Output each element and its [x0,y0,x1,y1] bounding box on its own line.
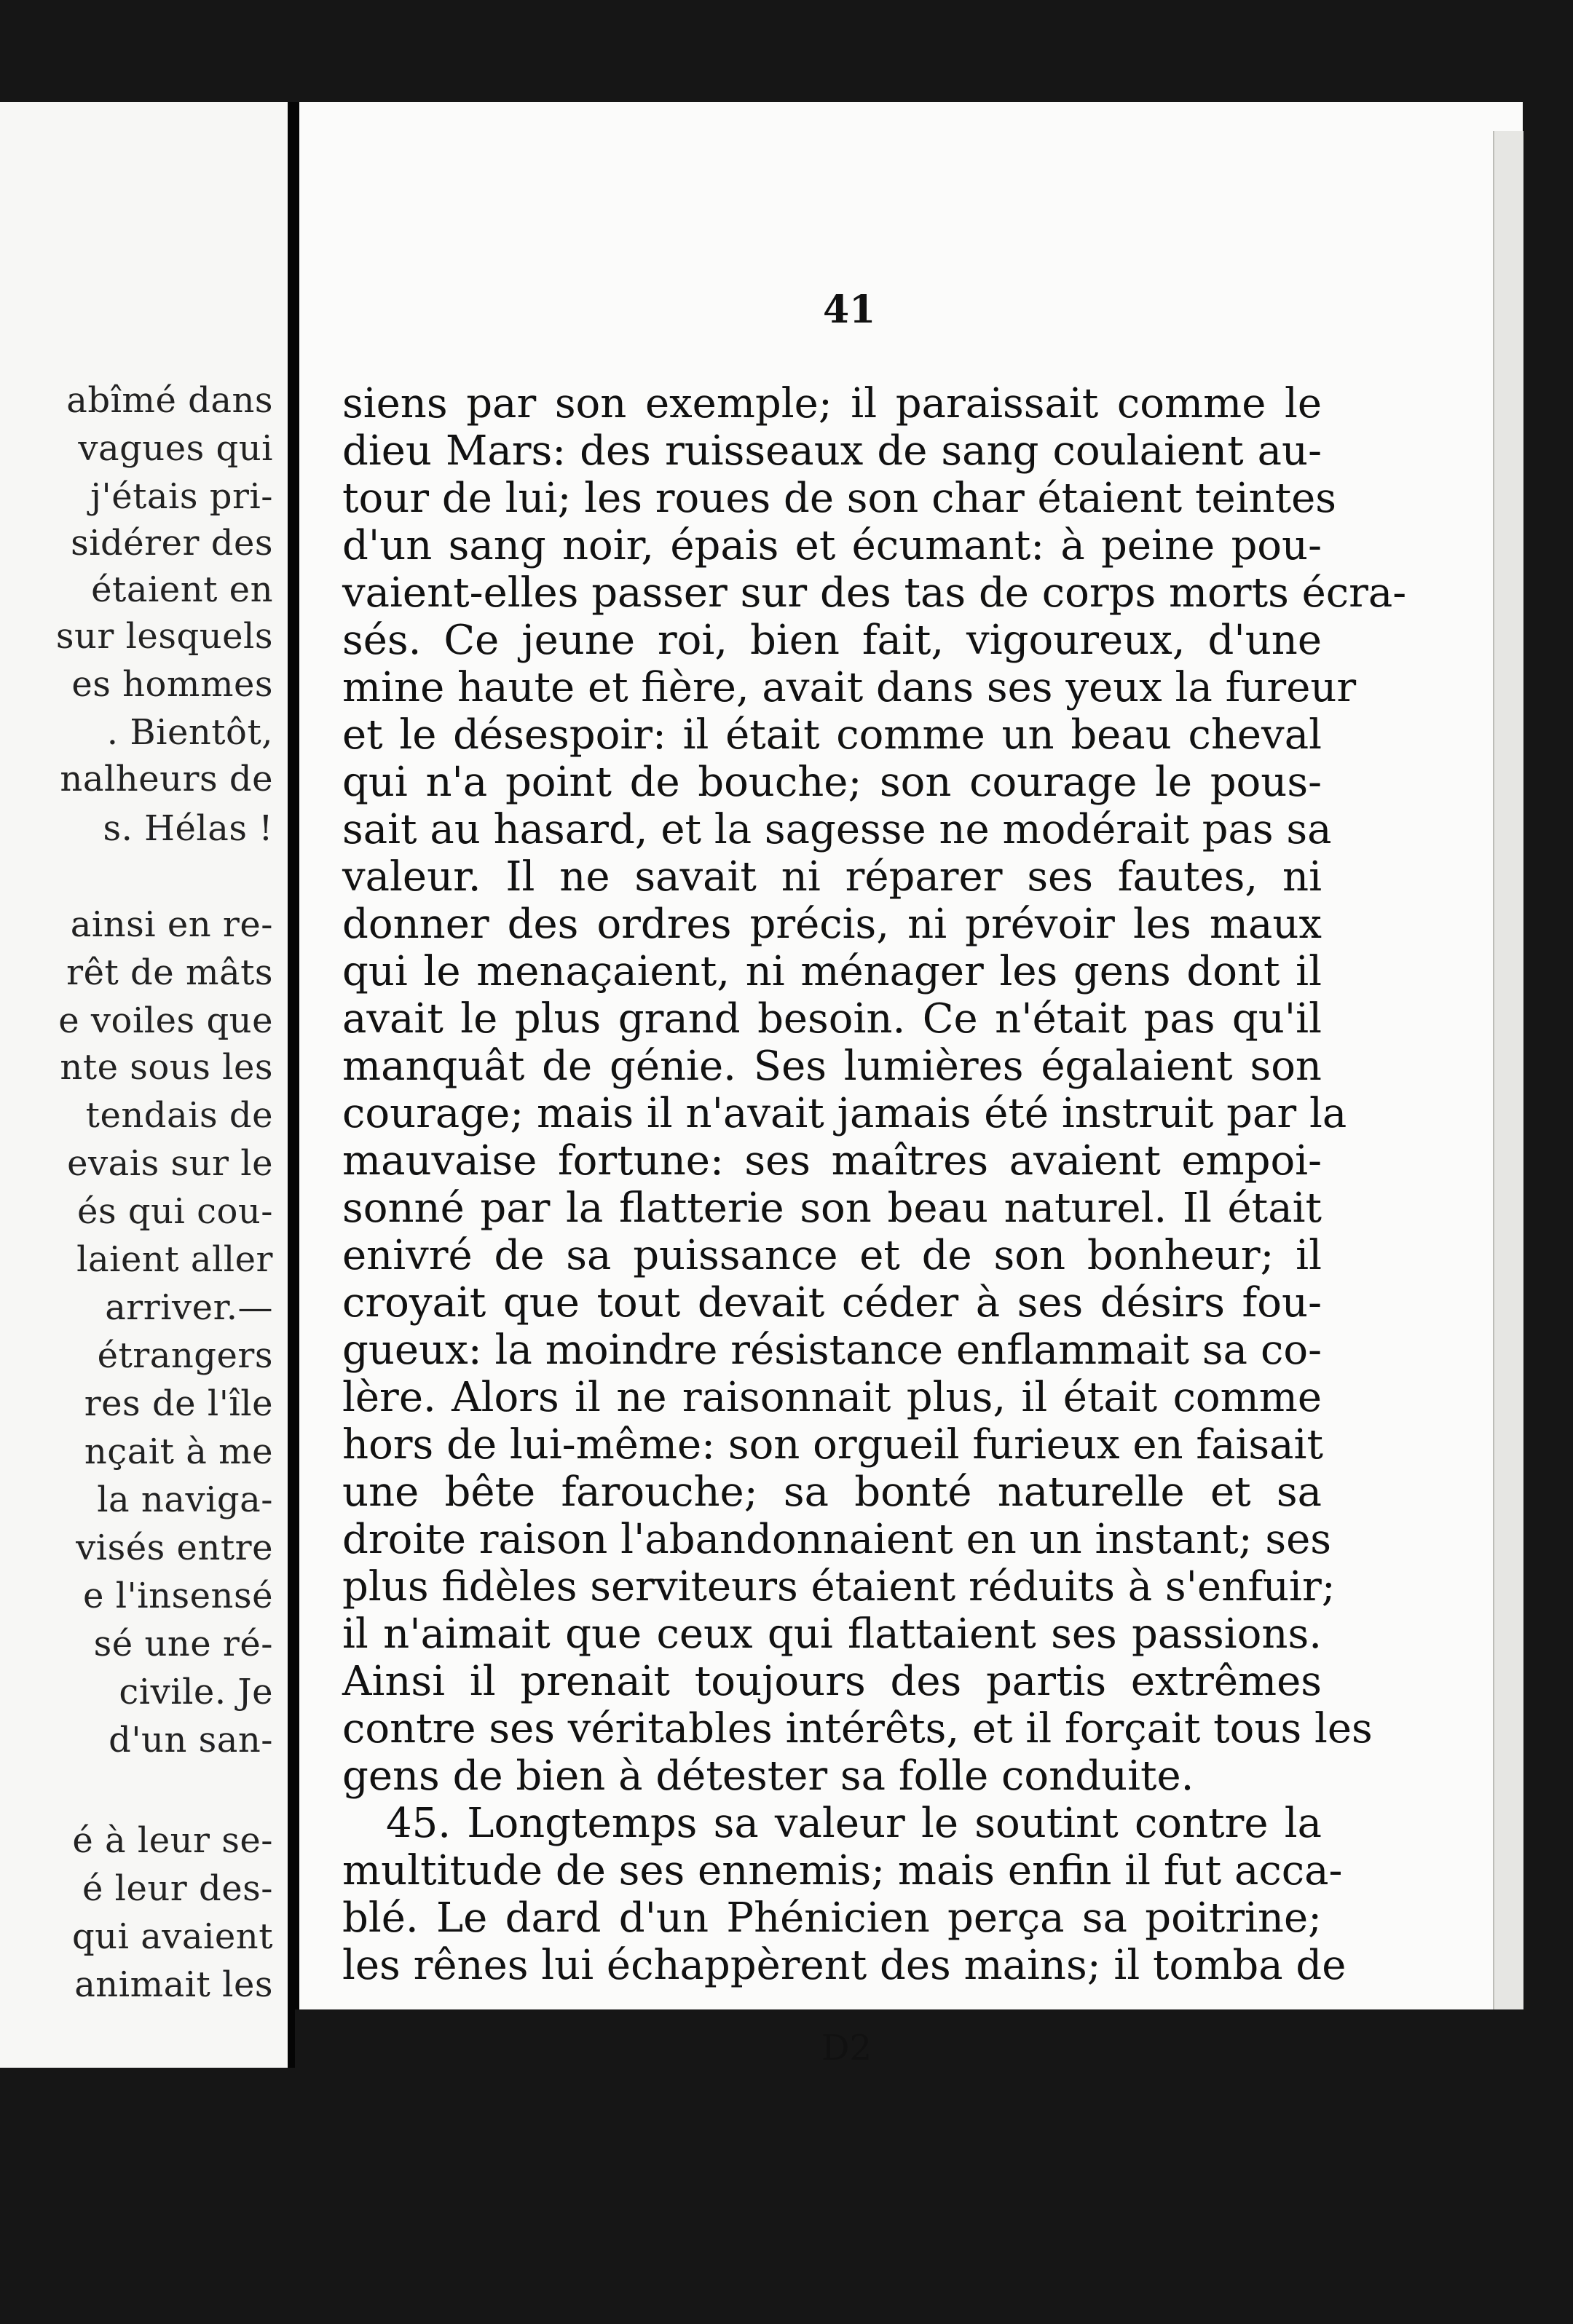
body-text-line: les rênes lui échappèrent des mains; il tomba de [342,1942,1347,1989]
body-text-line: croyait que tout devait céder à ses désirs fou- [342,1279,1322,1327]
left-page-line: tendais de [85,1095,273,1136]
left-page-line: nte sous les [60,1047,273,1088]
body-text-line: Ainsi il prenait toujours des partis extrêmes [342,1658,1322,1705]
body-text-line: mauvaise fortune: ses maîtres avaient empoi- [342,1137,1322,1185]
signature-mark: D2 [821,2028,872,2068]
left-page-line: animait les [74,1964,273,2005]
left-page-line: e l'insensé [83,1576,273,1616]
body-text-line: siens par son exemple; il paraissait comme le [342,380,1322,427]
body-text-line: et le désespoir: il était comme un beau cheval [342,711,1322,759]
body-text-line: sait au hasard, et la sagesse ne modérait pas sa [342,806,1332,853]
left-page-line: la naviga- [97,1479,273,1520]
left-page-line: e voiles que [58,1000,273,1041]
left-page-line: laient aller [76,1239,273,1280]
paragraph-first-line: 45. Longtemps sa valeur le soutint contre la [386,1800,1322,1847]
body-text-line: enivré de sa puissance et de son bonheur; il [342,1232,1322,1279]
left-page-line: rêt de mâts [66,952,273,993]
left-page-line: ainsi en re- [70,904,273,945]
body-text-line: d'un sang noir, épais et écumant: à peine pou- [342,522,1322,569]
left-page-line: arriver.— [105,1287,273,1328]
left-page-line: étrangers [97,1335,273,1376]
body-text-line: dieu Mars: des ruisseaux de sang coulaient au- [342,427,1322,475]
body-text-line: gens de bien à détester sa folle conduite. [342,1752,1194,1800]
left-page-line: étaient en [91,569,273,610]
body-text-line: une bête farouche; sa bonté naturelle et sa [342,1469,1322,1516]
left-page-line: sur lesquels [55,616,273,657]
body-text-line: courage; mais il n'avait jamais été instruit par la [342,1090,1347,1137]
body-text-line: mine haute et fière, avait dans ses yeux la fureur [342,664,1357,711]
body-text-line: vaient-elles passer sur des tas de corps morts écra- [342,569,1407,617]
left-page-line: es hommes [71,664,273,705]
left-page-line: evais sur le [67,1143,273,1184]
left-page-line: s. Hélas ! [103,808,273,849]
body-text-line: droite raison l'abandonnaient en un instant; ses [342,1516,1331,1563]
left-page-line: nçait à me [84,1431,273,1472]
left-page-line: vagues qui [78,428,273,469]
body-text-line: blé. Le dard d'un Phénicien perça sa poitrine; [342,1894,1322,1942]
body-text-line: qui le menaçaient, ni ménager les gens dont il [342,948,1322,995]
body-text-line: plus fidèles serviteurs étaient réduits à s'enfuir; [342,1563,1336,1610]
body-text-line: hors de lui-même: son orgueil furieux en faisait [342,1421,1323,1469]
page-number: 41 [823,288,876,332]
body-text-line: multitude de ses ennemis; mais enfin il fut acca- [342,1847,1343,1894]
body-text-line: qui n'a point de bouche; son courage le pous- [342,759,1322,806]
left-page [0,102,295,2068]
left-page-line: d'un san- [109,1720,273,1760]
body-text-line: valeur. Il ne savait ni réparer ses fautes, ni [342,853,1322,901]
left-page-line: civile. Je [119,1672,273,1712]
left-page-line: qui avaient [71,1916,273,1957]
body-text-line: avait le plus grand besoin. Ce n'était pas qu'il [342,995,1322,1043]
left-page-line: j'étais pri- [90,476,273,517]
body-text-line: lère. Alors il ne raisonnait plus, il était comme [342,1374,1322,1421]
left-page-line: . Bientôt, [106,712,273,753]
left-page-line: abîmé dans [66,380,273,421]
body-text-line: gueux: la moindre résistance enflammait sa co- [342,1327,1322,1374]
left-page-line: é à leur se- [72,1820,273,1861]
body-text-line: il n'aimait que ceux qui flattaient ses passions. [342,1610,1322,1658]
body-text-line: contre ses véritables intérêts, et il forçait tous les [342,1705,1373,1752]
left-page-line: sidérer des [71,523,273,564]
left-page-line: res de l'île [84,1383,273,1424]
body-text-line: manquât de génie. Ses lumières égalaient son [342,1043,1322,1090]
body-text-line: sonné par la flatterie son beau naturel. Il était [342,1185,1322,1232]
left-page-line: és qui cou- [77,1191,273,1232]
page-edge [1493,131,1523,2009]
left-page-line: nalheurs de [60,759,273,799]
body-text-line: tour de lui; les roues de son char étaient teintes [342,475,1336,522]
body-text-line: donner des ordres précis, ni prévoir les maux [342,901,1322,948]
body-text-line: sés. Ce jeune roi, bien fait, vigoureux, d'une [342,617,1322,664]
left-page-line: sé une ré- [93,1624,273,1664]
left-page-line: é leur des- [82,1868,273,1909]
left-page-line: visés entre [76,1527,273,1568]
